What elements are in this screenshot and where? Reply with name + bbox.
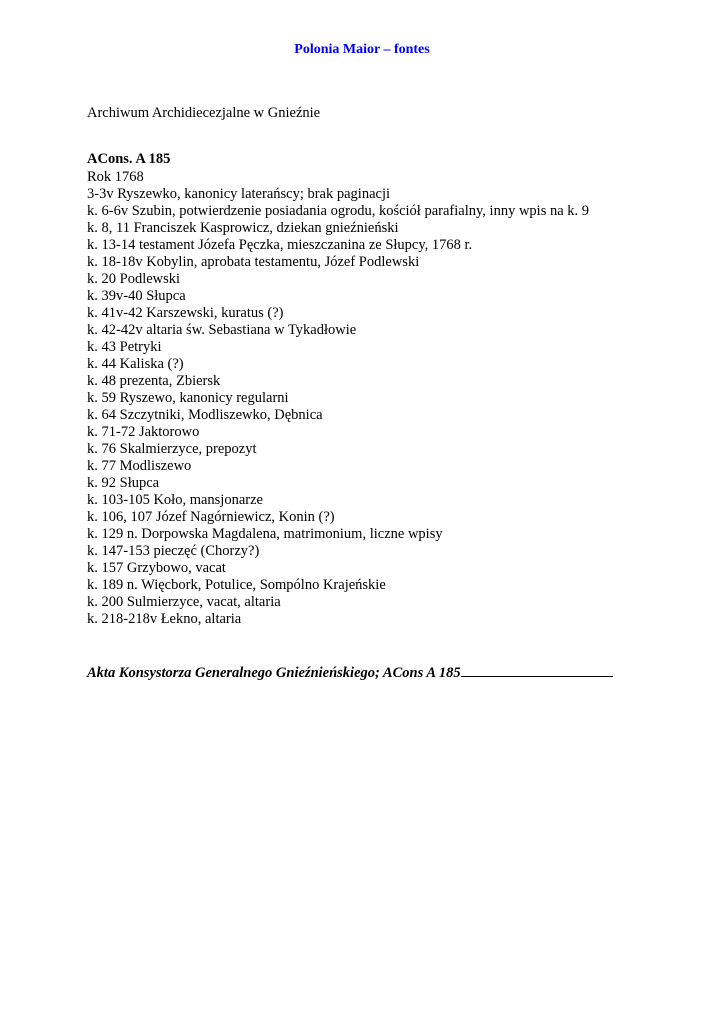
list-item: Rok 1768 (87, 169, 144, 185)
list-item: k. 218-218v Łekno, altaria (87, 611, 242, 627)
list-item: k. 43 Petryki (87, 339, 162, 355)
footer-text: Akta Konsystorza Generalnego Gnieźnieńskiego; ACons A 185 (87, 665, 461, 681)
list-item: k. 18-18v Kobylin, aprobata testamentu, Józef Podlewski (87, 254, 420, 270)
footer-underline (461, 664, 613, 677)
list-item: k. 41v-42 Karszewski, kuratus (?) (87, 305, 284, 321)
list-item: 3-3v Ryszewko, kanonicy laterańscy; brak paginacji (87, 186, 391, 202)
archive-signature: ACons. A 185 (87, 151, 171, 167)
footer-note (87, 664, 613, 682)
list-item: k. 92 Słupca (87, 475, 160, 491)
list-item: k. 76 Skalmierzyce, prepozyt (87, 441, 257, 457)
list-item: k. 71-72 Jaktorowo (87, 424, 200, 440)
list-item: k. 106, 107 Józef Nagórniewicz, Konin (?) (87, 509, 335, 525)
list-item: k. 42-42v altaria św. Sebastiana w Tykadłowie (87, 322, 357, 338)
list-item: k. 129 n. Dorpowska Magdalena, matrimonium, liczne wpisy (87, 526, 443, 542)
list-item: k. 189 n. Więcbork, Potulice, Sompólno Krajeńskie (87, 577, 386, 593)
list-item: k. 103-105 Koło, mansjonarze (87, 492, 263, 508)
list-item: k. 44 Kaliska (?) (87, 356, 184, 372)
list-item: k. 147-153 pieczęć (Chorzy?) (87, 543, 260, 559)
list-item: k. 8, 11 Franciszek Kasprowicz, dziekan gnieźnieński (87, 220, 399, 236)
list-item: k. 48 prezenta, Zbiersk (87, 373, 221, 389)
list-item: k. 6-6v Szubin, potwierdzenie posiadania ogrodu, kościół parafialny, inny wpis na k. 9 (87, 203, 590, 219)
list-item: k. 13-14 testament Józefa Pęczka, mieszczanina ze Słupcy, 1768 r. (87, 237, 473, 253)
list-item: k. 157 Grzybowo, vacat (87, 560, 226, 576)
list-item: k. 59 Ryszewo, kanonicy regularni (87, 390, 289, 406)
page-header-title: Polonia Maior – fontes (294, 42, 430, 57)
entries-list (87, 169, 589, 628)
list-item: k. 77 Modliszewo (87, 458, 192, 474)
archive-name: Archiwum Archidiecezjalne w Gnieźnie (87, 105, 321, 121)
list-item: k. 200 Sulmierzyce, vacat, altaria (87, 594, 281, 610)
list-item: k. 20 Podlewski (87, 271, 181, 287)
list-item: k. 39v-40 Słupca (87, 288, 186, 304)
list-item: k. 64 Szczytniki, Modliszewko, Dębnica (87, 407, 323, 423)
